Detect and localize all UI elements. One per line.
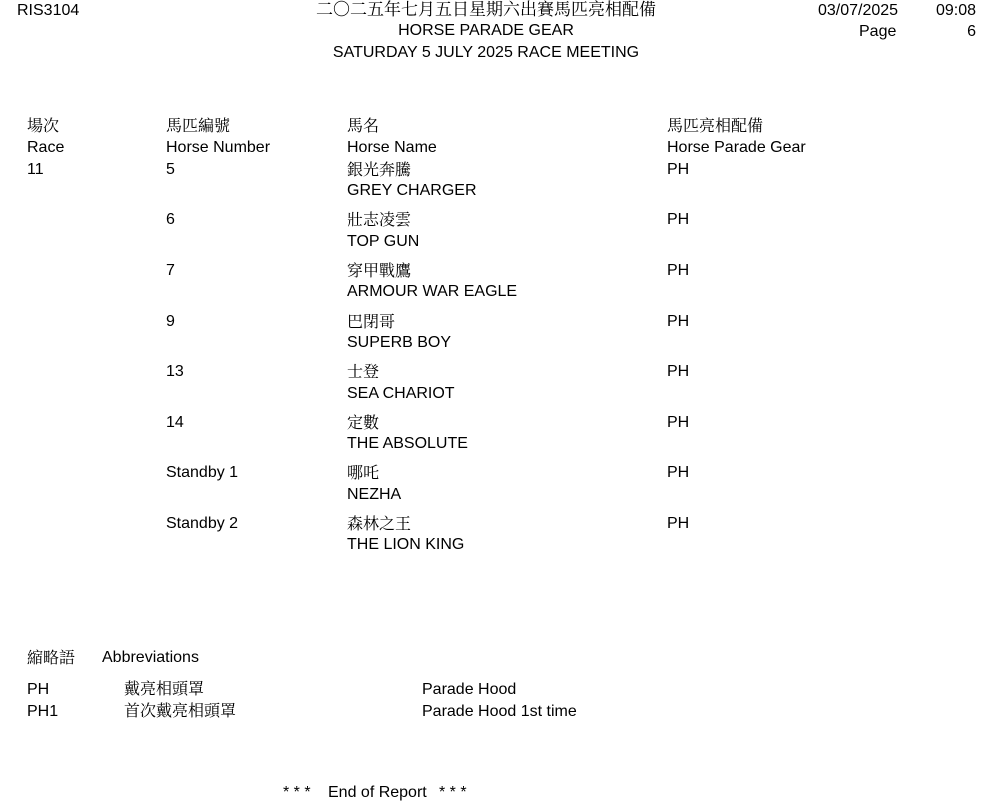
column-header-horse-number: Horse Number [166, 139, 271, 156]
report-title-zh: 二〇二五年七月五日星期六出賽馬匹亮相配備 [316, 0, 656, 20]
abbreviation-desc-zh: 戴亮相頭罩 [124, 679, 205, 698]
horse-number: Standby 2 [166, 515, 239, 532]
horse-number: 7 [166, 262, 175, 279]
horse-name-zh: 哪吒 [347, 463, 380, 482]
abbreviations-title: Abbreviations [102, 649, 199, 666]
parade-gear: PH [667, 211, 690, 228]
horse-name-en: ARMOUR WAR EAGLE [347, 283, 518, 300]
horse-name-zh: 銀光奔騰 [347, 160, 412, 179]
horse-name-en: SEA CHARIOT [347, 385, 455, 402]
horse-name-en: GREY CHARGER [347, 182, 477, 199]
column-header-horse-name-zh: 馬名 [347, 116, 380, 135]
horse-number: 5 [166, 161, 175, 178]
horse-number: 9 [166, 313, 175, 330]
end-stars-left: * * * [283, 784, 311, 801]
parade-gear: PH [667, 464, 690, 481]
report-title-en: HORSE PARADE GEAR [398, 22, 574, 39]
horse-name-zh: 巴閉哥 [347, 312, 396, 331]
horse-name-en: THE ABSOLUTE [347, 435, 468, 452]
end-stars-right: * * * [439, 784, 467, 801]
column-header-race-zh: 場次 [27, 116, 60, 135]
horse-name-zh: 壯志凌雲 [347, 210, 412, 229]
column-header-gear: Horse Parade Gear [667, 139, 806, 156]
horse-name-en: TOP GUN [347, 233, 420, 250]
page-number: 6 [967, 23, 976, 40]
column-header-horse-name: Horse Name [347, 139, 437, 156]
report-subtitle: SATURDAY 5 JULY 2025 RACE MEETING [332, 44, 640, 61]
column-header-horse-number-zh: 馬匹編號 [166, 116, 231, 135]
horse-number: 6 [166, 211, 175, 228]
horse-name-zh: 士登 [347, 362, 380, 381]
abbreviation-desc-zh: 首次戴亮相頭罩 [124, 701, 237, 720]
horse-number: 14 [166, 414, 184, 431]
end-of-report: End of Report [328, 784, 427, 801]
parade-gear: PH [667, 161, 690, 178]
column-header-gear-zh: 馬匹亮相配備 [667, 116, 764, 135]
parade-gear: PH [667, 313, 690, 330]
abbreviation-code: PH1 [27, 703, 59, 720]
abbreviation-code: PH [27, 681, 50, 698]
parade-gear: PH [667, 363, 690, 380]
report-time: 09:08 [935, 2, 976, 19]
page-label: Page [859, 23, 897, 40]
horse-name-zh: 穿甲戰鷹 [347, 261, 412, 280]
horse-number: Standby 1 [166, 464, 239, 481]
parade-gear: PH [667, 515, 690, 532]
parade-gear: PH [667, 414, 690, 431]
horse-name-zh: 森林之王 [347, 514, 412, 533]
column-header-race: Race [27, 139, 65, 156]
abbreviation-desc-en: Parade Hood [422, 681, 517, 698]
report-id: RIS3104 [17, 2, 80, 19]
horse-name-en: NEZHA [347, 486, 402, 503]
horse-number: 13 [166, 363, 184, 380]
abbreviations-title-zh: 縮略語 [27, 648, 76, 667]
horse-name-en: THE LION KING [347, 536, 465, 553]
horse-name-en: SUPERB BOY [347, 334, 452, 351]
race-number: 11 [27, 161, 44, 178]
abbreviation-desc-en: Parade Hood 1st time [422, 703, 577, 720]
parade-gear: PH [667, 262, 690, 279]
horse-name-zh: 定數 [347, 413, 380, 432]
report-date: 03/07/2025 [818, 2, 899, 19]
